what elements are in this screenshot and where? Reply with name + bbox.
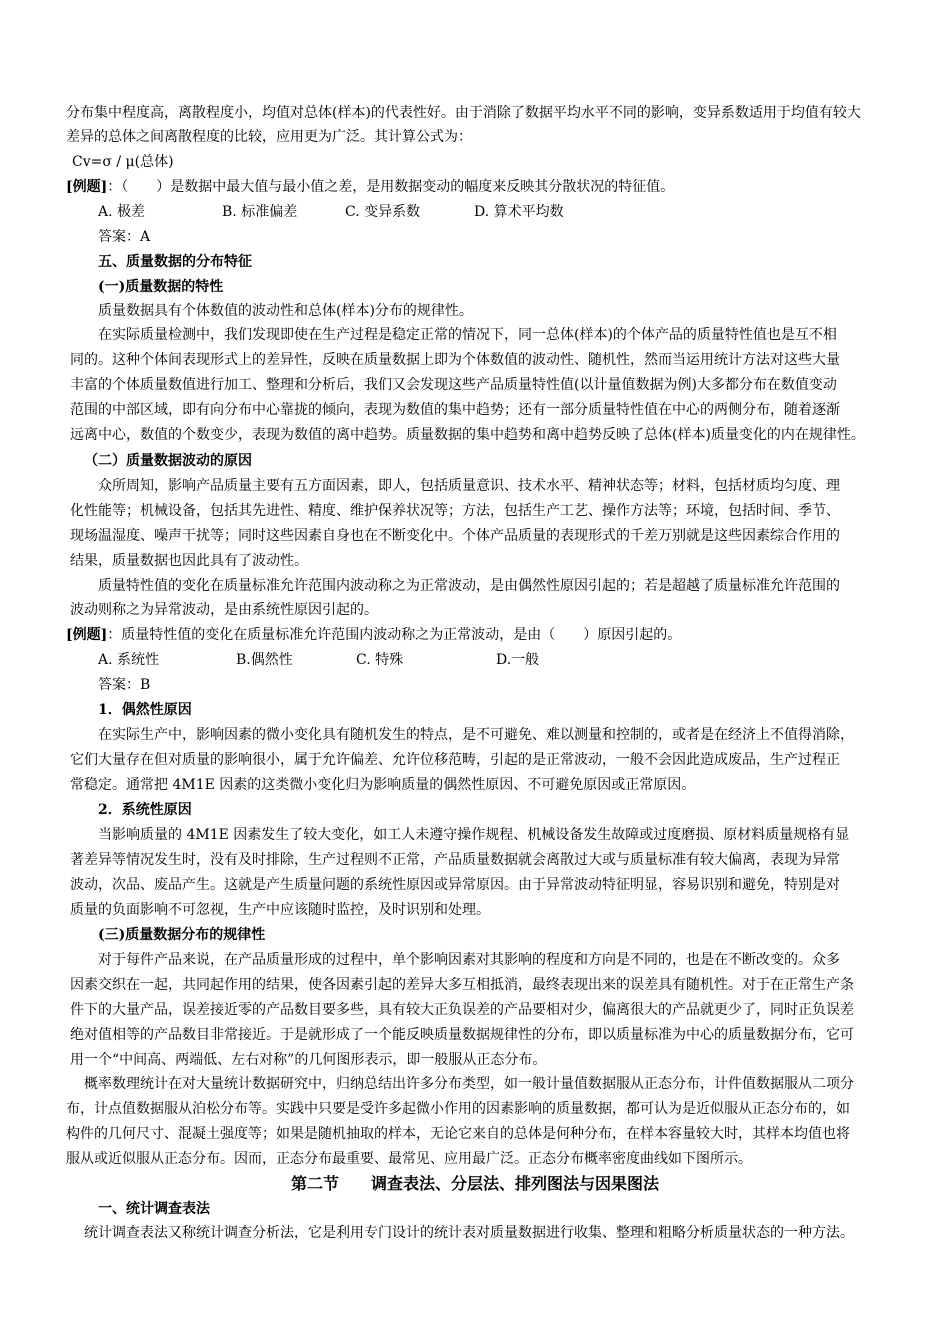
subsection-heading: （二）质量数据波动的原因: [84, 453, 252, 469]
option-a: A. 极差: [98, 204, 146, 220]
option-a: A. 系统性: [98, 652, 160, 668]
example-tag: [例题]: [66, 627, 108, 643]
subsection-heading: 2．系统性原因: [98, 802, 192, 818]
text-line: 分布集中程度高，离散程度小，均值对总体(样本)的代表性好。由于消除了数据平均水平不同的影响，变异系数适用于均值有较大: [66, 105, 861, 121]
text-line: 质量数据具有个体数值的波动性和总体(样本)分布的规律性。: [98, 303, 473, 319]
subsection-heading: (一)质量数据的特性: [98, 279, 224, 295]
text-line: 当影响质量的 4M1E 因素发生了较大变化，如工人未遵守操作规程、机械设备发生故障或过度磨损、原材料质量规格有显: [98, 827, 850, 843]
example-tag: [例题]: [66, 179, 108, 195]
text-line: 它们大量存在但对质量的影响很小，属于允许偏差、允许位移范畴，引起的是正常波动，一般不会因此造成废品，生产过程正: [70, 752, 840, 768]
text-line: 波动，次品、废品产生。这就是产生质量问题的系统性原因或异常原因。由于异常波动特征明显，容易识别和避免，特别是对: [70, 877, 840, 893]
option-b: B.偶然性: [236, 652, 293, 668]
text-line: 布，计点值数据服从泊松分布等。实践中只要是受许多起微小作用的因素影响的质量数据，都可认为是近似服从正态分布的，如: [66, 1101, 850, 1117]
chapter-section-title: 第二节 调查表法、分层法、排列图法与因果图法: [290, 1174, 659, 1193]
text-line: 绝对值相等的产品数目非常接近。于是就形成了一个能反映质量数据规律性的分布，即以质量标准为中心的质量数据分布，它可: [70, 1027, 854, 1043]
text-line: 化性能等；机械设备，包括其先进性、精度、维护保养状况等；方法，包括生产工艺、操作方法等；环境，包括时间、季节、: [70, 503, 840, 519]
text-line: 统计调查表法又称统计调查分析法，它是利用专门设计的统计表对质量数据进行收集、整理和粗略分析质量状态的一种方法。: [84, 1225, 854, 1241]
text-line: 构件的几何尺寸、混凝土强度等；如果是随机抽取的样本，无论它来自的总体是何种分布，在样本容量较大时，其样本均值也将: [66, 1126, 850, 1142]
section-heading: 一、统计调查表法: [98, 1201, 210, 1217]
text-line: 质量的负面影响不可忽视，生产中应该随时监控，及时识别和处理。: [70, 902, 490, 918]
text-line: 对于每件产品来说，在产品质量形成的过程中，单个影响因素对其影响的程度和方向是不同的，也是在不断改变的。众多: [98, 952, 840, 968]
text-line: 因素交织在一起，共同起作用的结果，使各因素引起的差异大多互相抵消，最终表现出来的误差具有随机性。对于在正常生产条: [70, 977, 854, 993]
text-line: 常稳定。通常把 4M1E 因素的这类微小变化归为影响质量的偶然性原因、不可避免原因或正常原因。: [70, 777, 696, 793]
formula: Cv=σ / μ(总体): [72, 154, 174, 170]
answer: 答案：A: [98, 229, 151, 245]
option-b: B. 标准偏差: [222, 204, 298, 220]
text-line: 质量特性值的变化在质量标准允许范围内波动称之为正常波动，是由偶然性原因引起的；若是超越了质量标准允许范围的: [98, 578, 840, 594]
example-text: ：（ ）是数据中最大值与最小值之差，是用数据变动的幅度来反映其分散状况的特征值。: [107, 179, 675, 195]
text-line: 众所周知，影响产品质量主要有五方面因素，即人，包括质量意识、技术水平、精神状态等；材料，包括材质均匀度、理: [98, 478, 840, 494]
text-line: 用一个“中间高、两端低、左右对称”的几何图形表示，即一般服从正态分布。: [70, 1052, 547, 1068]
option-d: D. 算术平均数: [474, 204, 564, 220]
text-line: 结果，质量数据也因此具有了波动性。: [70, 553, 308, 569]
text-line: 在实际生产中，影响因素的微小变化具有随机发生的特点，是不可避免、难以测量和控制的，或者是在经济上不值得消除，: [98, 727, 854, 743]
option-c: C. 特殊: [356, 652, 404, 668]
text-line: 概率数理统计在对大量统计数据研究中，归纳总结出许多分布类型，如一般计量值数据服从正态分布，计件值数据服从二项分: [84, 1076, 854, 1092]
text-line: 丰富的个体质量数值进行加工、整理和分析后，我们又会发现这些产品质量特性值(以计量值数据为例)大多都分布在数值变动: [70, 377, 837, 393]
text-line: 差异的总体之间离散程度的比较，应用更为广泛。其计算公式为：: [66, 129, 472, 145]
text-line: 服从或近似服从正态分布。因而，正态分布最重要、最常见、应用最广泛。正态分布概率密度曲线如下图所示。: [66, 1151, 752, 1167]
text-line: 同的。这种个体间表现形式上的差异性，反映在质量数据上即为个体数值的波动性、随机性，然而当运用统计方法对这些大量: [70, 352, 840, 368]
text-line: 件下的大量产品，误差接近零的产品数目要多些，具有较大正负误差的产品要相对少，偏离很大的产品就更少了，同时正负误差: [70, 1002, 854, 1018]
text-line: 范围的中部区域，即有向分布中心靠拢的倾向，表现为数值的集中趋势；还有一部分质量特性值在中心的两侧分布，随着逐渐: [70, 402, 840, 418]
section-heading: 五、质量数据的分布特征: [98, 254, 252, 270]
option-c: C. 变异系数: [345, 204, 421, 220]
subsection-heading: 1．偶然性原因: [98, 702, 192, 718]
text-line: 波动则称之为异常波动，是由系统性原因引起的。: [70, 602, 378, 618]
subsection-heading: (三)质量数据分布的规律性: [98, 927, 266, 943]
text-line: 现场温湿度、噪声干扰等；同时这些因素自身也在不断变化中。个体产品质量的表现形式的千差万别就是这些因素综合作用的: [70, 528, 840, 544]
answer: 答案：B: [98, 677, 151, 693]
option-d: D.一般: [496, 652, 540, 668]
example-question: [66, 624, 681, 646]
example-text: ：质量特性值的变化在质量标准允许范围内波动称之为正常波动，是由（ ）原因引起的。: [107, 627, 682, 643]
text-line: 远离中心，数值的个数变少，表现为数值的离中趋势。质量数据的集中趋势和离中趋势反映了总体(样本)质量变化的内在规律性。: [70, 427, 865, 443]
text-line: 著差异等情况发生时，没有及时排除，生产过程则不正常，产品质量数据就会离散过大或与质量标准有较大偏离，表现为异常: [70, 852, 840, 868]
example-question: [66, 176, 674, 198]
text-line: 在实际质量检测中，我们发现即使在生产过程是稳定正常的情况下，同一总体(样本)的个体产品的质量特性值也是互不相: [98, 327, 837, 343]
